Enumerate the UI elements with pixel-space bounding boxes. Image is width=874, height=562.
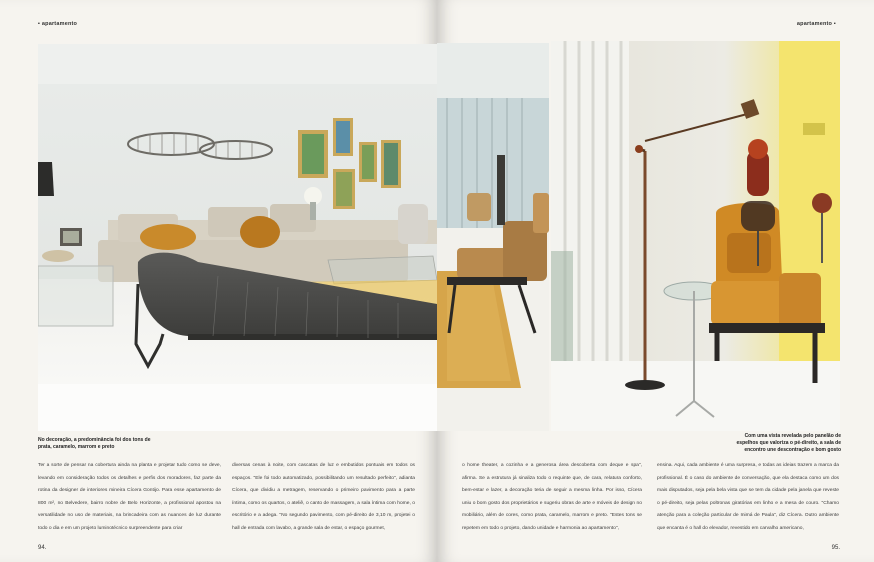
text-column-2	[657, 460, 839, 536]
section-tag: apartamento ▪	[796, 21, 836, 27]
right-page	[437, 0, 874, 562]
page-number: 94.	[38, 545, 47, 551]
living-room-photo	[38, 44, 437, 431]
paragraph: Ter a sorte de pensar na cobertura ainda na planta e projetar tudo como se deve, levando em consideração todos os detalhes e perfis dos moradores, faz parte da rotina da designer de interiores mineira Cícera Gontijo. Para esse apartamento de 800 m², no Belvedere, bairro nobre de Belo Horizonte, a profissional apostou na versatilidade no uso de materiais, na brincadeira com as nuances de luz durante todo o dia e em um projeto luminotécnico surpreendente para criar	[38, 463, 221, 531]
page-number: 95.	[831, 545, 840, 551]
paragraph: ensina. Aqui, cada ambiente é uma surpresa, e todas as ideias trazem a marca da profissional. É o caso do ambiente de conversação, que ela destaca como um dos mais disputados, seja pela bela vista que se tem da cidade pela janela que reveste o pé-direito, seja pelas poltronas giratórias em linho e a mesa de couro. "Chamo atenção para a coleção particular de Inimá de Paula", diz Cícera. Outro ambiente que encanta é o hall do elevador, revestido em carvalho americano,	[657, 463, 839, 531]
paragraph: o home theater, a cozinha e a generosa área descoberta com deque e spa", afirma. Se a estrutura já sinaliza todo o requinte que, de cara, relatura conforto, bem-estar e lazer, a decoração teria de seguir a mesma linha. Por isso, Cícera uniu o bom gosto dos proprietários e sugeriu obras de arte e móveis de design no mobiliário, além de cores, como prata, caramelo, marrom e preto. "Estes tons se repetem em todo o projeto, dando unidade e harmonia ao apartamento",	[462, 463, 642, 531]
text-column-2	[232, 460, 415, 536]
section-tag: ▪ apartamento	[38, 21, 78, 27]
text-column-1	[462, 460, 642, 536]
paragraph: diversas cenas à noite, com cascatas de luz e embutidos pontuais em todos os espaços. "Ele foi todo automatizado, possibilitando um resultado perfeito", adianta Cícera, que dividiu a metragem, reservando o primeiro pavimento para a parte íntima, como os quartos, o ateliê, o canto de massagem, a sala íntima com home, o escritório e a adega. "No segundo pavimento, com pé-direito de 3,10 m, projetei o hall de entrada com lavabo, a grande sala de estar, o espaço gourmet,	[232, 463, 415, 531]
armchairs-photo	[437, 43, 549, 431]
conversation-corner-photo	[551, 41, 840, 431]
text-column-1	[38, 460, 221, 536]
photo-caption: Com uma vista revelada pelo panelão de espelhos que valoriza o pé-direito, a sala de encontro une descontração e bom gosto	[736, 433, 841, 453]
photo-caption: No decoração, a predominância foi dos tons de prata, caramelo, marrom e preto	[38, 437, 151, 450]
